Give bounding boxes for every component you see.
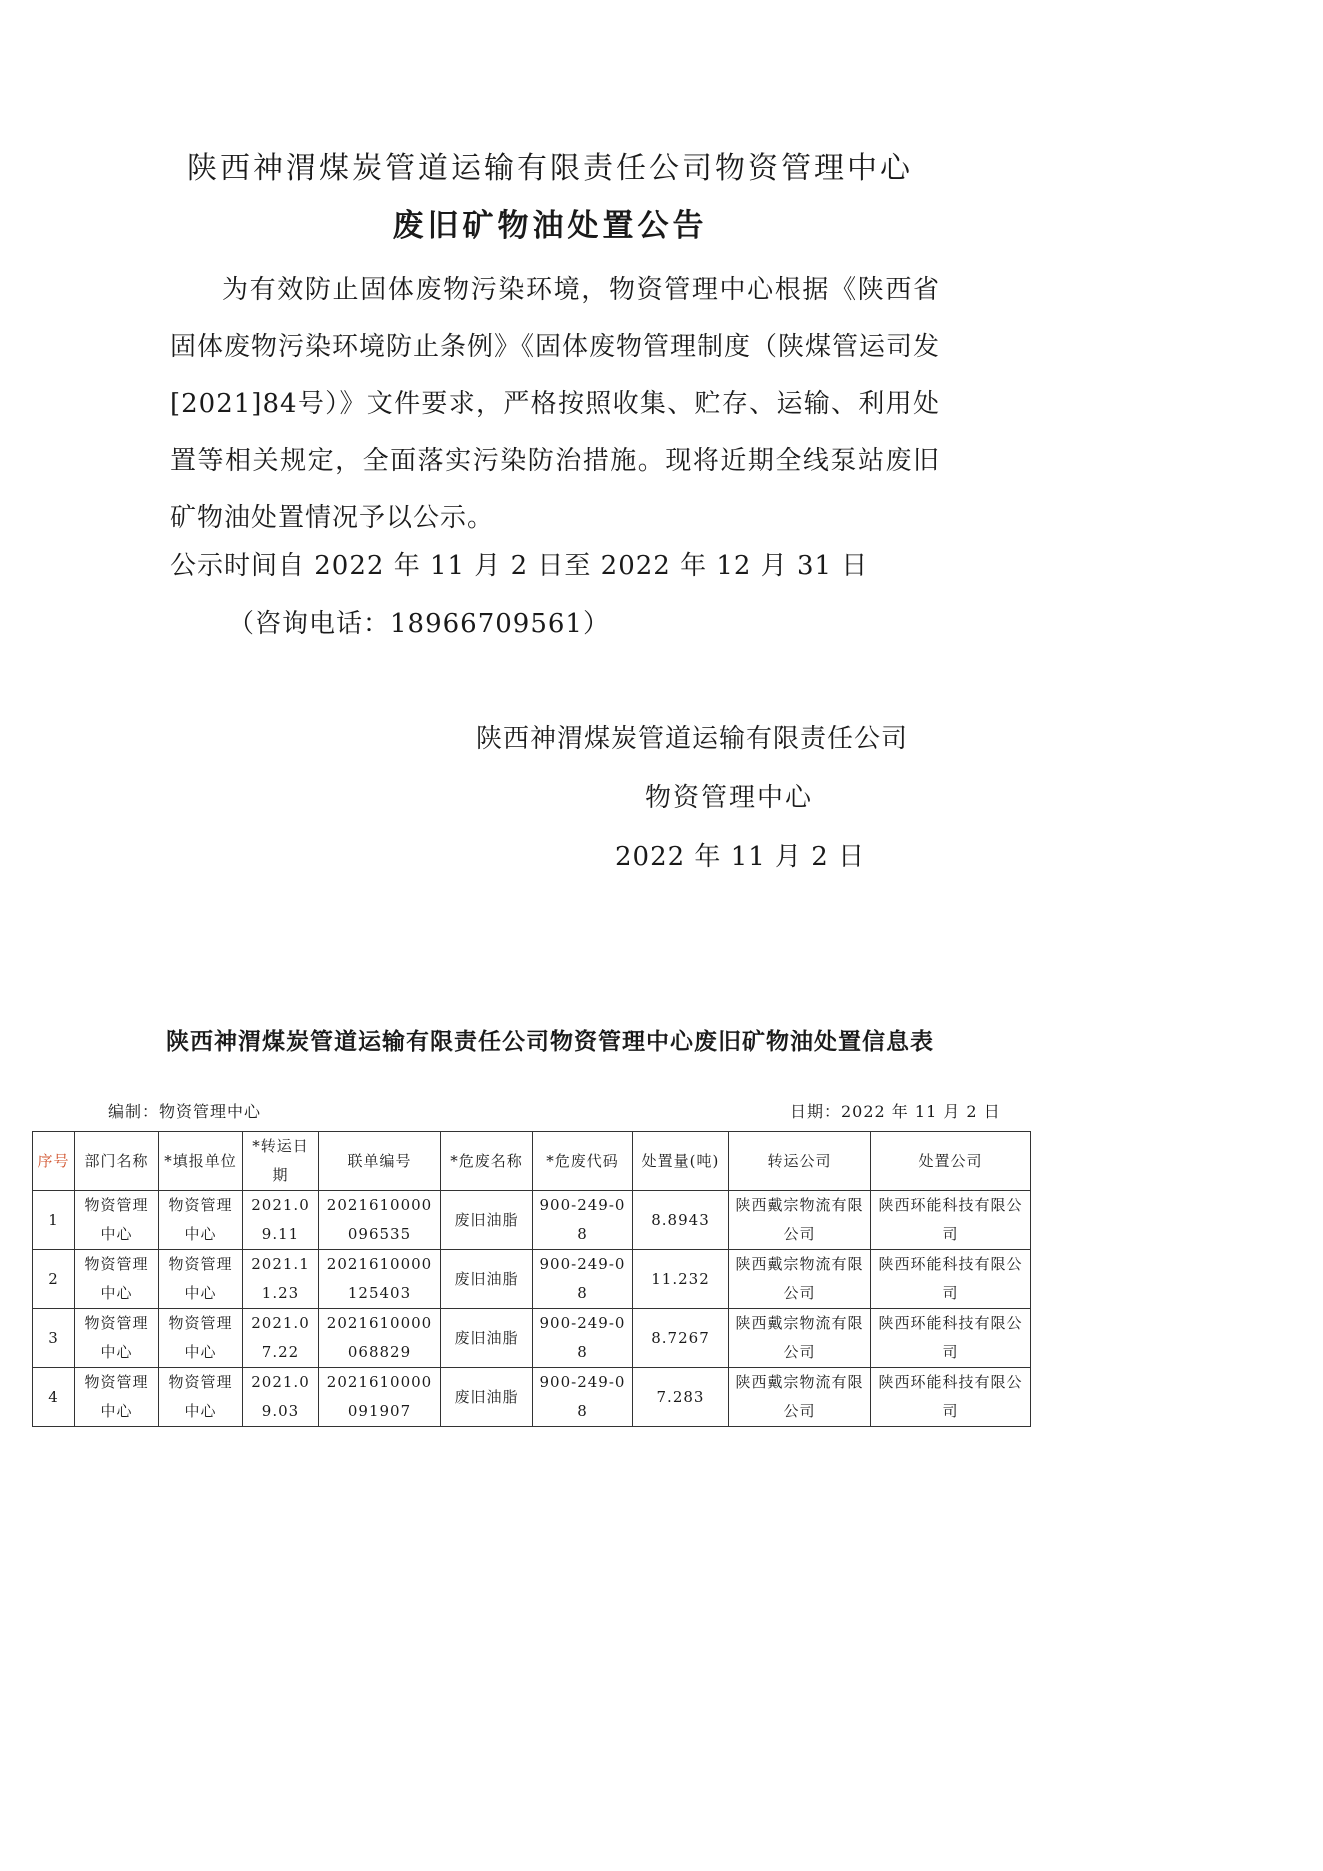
notice-title: 陕西神渭煤炭管道运输有限责任公司物资管理中心 — [187, 151, 913, 186]
header-transport: 转运公司 — [729, 1132, 871, 1191]
cell-disposal: 陕西环能科技有限公司 — [871, 1250, 1031, 1309]
cell-waste-code: 900-249-08 — [533, 1191, 633, 1250]
signature-center: 物资管理中心 — [645, 783, 814, 813]
cell-amount: 7.283 — [633, 1368, 729, 1427]
table-row — [33, 1191, 1031, 1250]
cell-waste-name: 废旧油脂 — [441, 1368, 533, 1427]
table-date: 日期：2022 年 11 月 2 日 — [790, 1102, 1001, 1121]
header-amount: 处置量(吨) — [633, 1132, 729, 1191]
cell-unit: 物资管理中心 — [159, 1191, 243, 1250]
cell-ticket: 2021610000096535 — [319, 1191, 441, 1250]
table-title: 陕西神渭煤炭管道运输有限责任公司物资管理中心废旧矿物油处置信息表 — [166, 1029, 934, 1055]
signature-date: 2022 年 11 月 2 日 — [615, 842, 866, 872]
header-unit: *填报单位 — [159, 1132, 243, 1191]
table-row — [33, 1250, 1031, 1309]
cell-dept: 物资管理中心 — [75, 1309, 159, 1368]
table-compiler: 编制：物资管理中心 — [108, 1102, 262, 1121]
cell-ticket: 2021610000091907 — [319, 1368, 441, 1427]
cell-date: 2021.09.03 — [243, 1368, 319, 1427]
signature-company: 陕西神渭煤炭管道运输有限责任公司 — [476, 724, 909, 754]
cell-seq: 4 — [33, 1368, 75, 1427]
cell-dept: 物资管理中心 — [75, 1368, 159, 1427]
cell-dept: 物资管理中心 — [75, 1191, 159, 1250]
cell-amount: 11.232 — [633, 1250, 729, 1309]
header-disposal: 处置公司 — [871, 1132, 1031, 1191]
header-seq: 序号 — [33, 1132, 75, 1191]
cell-waste-code: 900-249-08 — [533, 1250, 633, 1309]
cell-waste-name: 废旧油脂 — [441, 1250, 533, 1309]
cell-seq: 3 — [33, 1309, 75, 1368]
contact-phone: （咨询电话：18966709561） — [228, 609, 610, 639]
header-waste-name: *危废名称 — [441, 1132, 533, 1191]
header-waste-code: *危废代码 — [533, 1132, 633, 1191]
cell-waste-code: 900-249-08 — [533, 1309, 633, 1368]
header-ticket: 联单编号 — [319, 1132, 441, 1191]
cell-unit: 物资管理中心 — [159, 1250, 243, 1309]
cell-date: 2021.11.23 — [243, 1250, 319, 1309]
cell-unit: 物资管理中心 — [159, 1368, 243, 1427]
notice-period: 公示时间自 2022 年 11 月 2 日至 2022 年 12 月 31 日 — [170, 551, 869, 581]
cell-disposal: 陕西环能科技有限公司 — [871, 1368, 1031, 1427]
table-header-row — [33, 1132, 1031, 1191]
cell-ticket: 2021610000068829 — [319, 1309, 441, 1368]
header-dept: 部门名称 — [75, 1132, 159, 1191]
cell-transport: 陕西戴宗物流有限公司 — [729, 1309, 871, 1368]
table-row — [33, 1368, 1031, 1427]
cell-waste-code: 900-249-08 — [533, 1368, 633, 1427]
cell-date: 2021.07.22 — [243, 1309, 319, 1368]
cell-dept: 物资管理中心 — [75, 1250, 159, 1309]
notice-subtitle: 废旧矿物油处置公告 — [392, 208, 708, 244]
cell-waste-name: 废旧油脂 — [441, 1191, 533, 1250]
cell-disposal: 陕西环能科技有限公司 — [871, 1309, 1031, 1368]
cell-ticket: 2021610000125403 — [319, 1250, 441, 1309]
cell-seq: 2 — [33, 1250, 75, 1309]
cell-disposal: 陕西环能科技有限公司 — [871, 1191, 1031, 1250]
cell-unit: 物资管理中心 — [159, 1309, 243, 1368]
table-row — [33, 1309, 1031, 1368]
cell-seq: 1 — [33, 1191, 75, 1250]
cell-amount: 8.8943 — [633, 1191, 729, 1250]
cell-transport: 陕西戴宗物流有限公司 — [729, 1191, 871, 1250]
header-date: *转运日期 — [243, 1132, 319, 1191]
cell-transport: 陕西戴宗物流有限公司 — [729, 1368, 871, 1427]
notice-body: 为有效防止固体废物污染环境，物资管理中心根据《陕西省固体废物污染环境防止条例》《固体废物管理制度（陕煤管运司发[2021]84号）》文件要求，严格按照收集、贮存、运输、利用处置等相关规定，全面落实污染防治措施。现将近期全线泵站废旧矿物油处置情况予以公示。 — [170, 275, 941, 533]
cell-transport: 陕西戴宗物流有限公司 — [729, 1250, 871, 1309]
cell-amount: 8.7267 — [633, 1309, 729, 1368]
disposal-info-table — [32, 1131, 1031, 1427]
cell-date: 2021.09.11 — [243, 1191, 319, 1250]
cell-waste-name: 废旧油脂 — [441, 1309, 533, 1368]
